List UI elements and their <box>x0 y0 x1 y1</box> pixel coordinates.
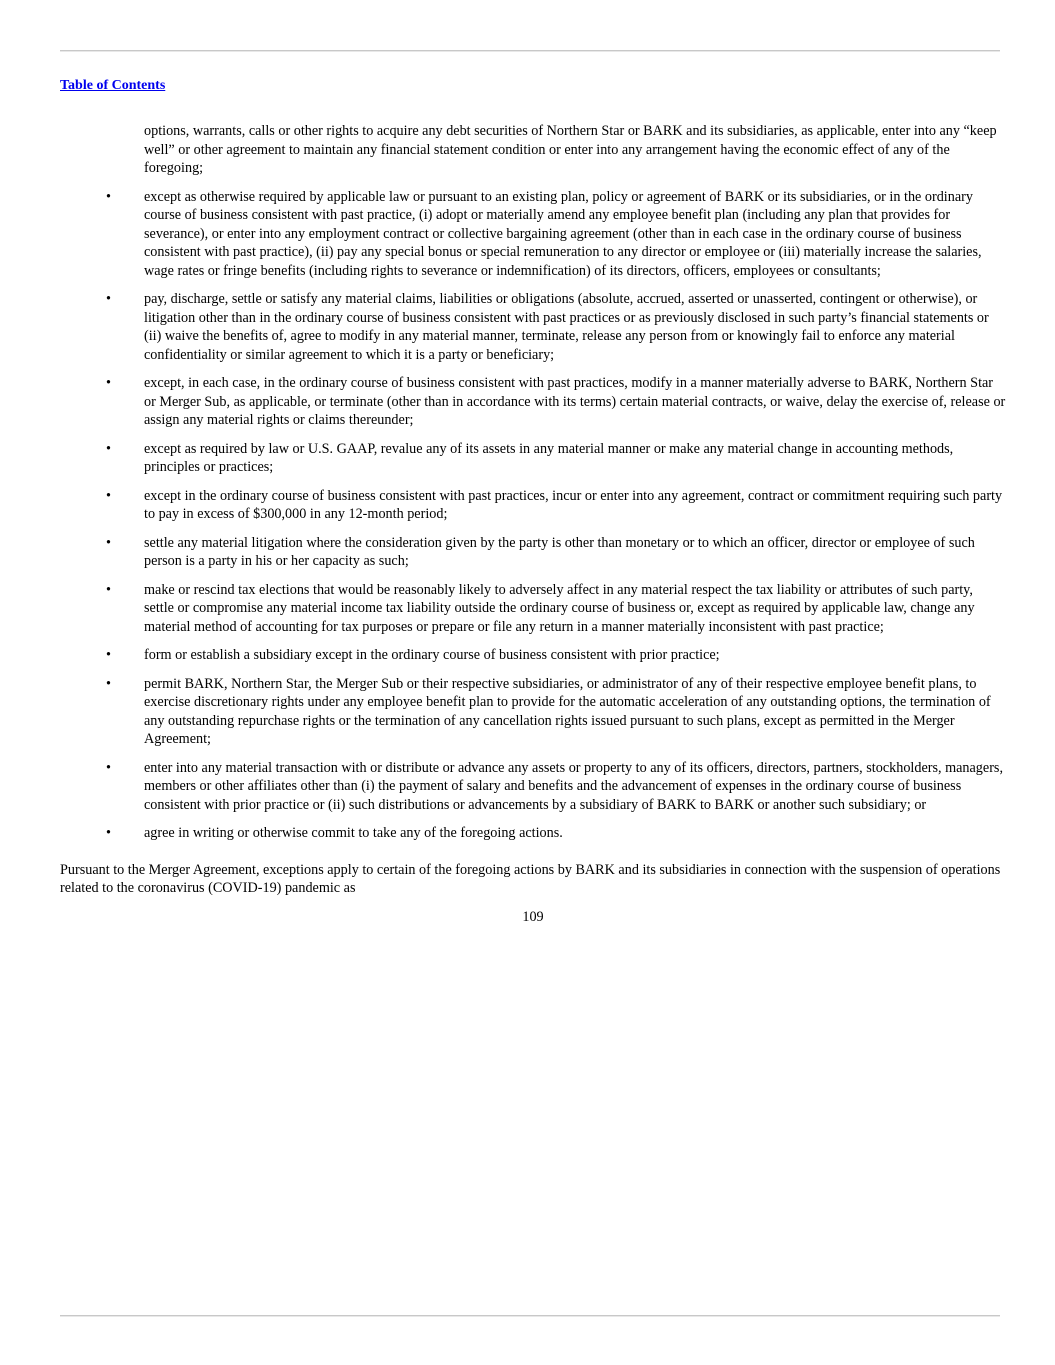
page-number: 109 <box>522 908 544 925</box>
list-item <box>60 646 1006 665</box>
bullet-icon: • <box>106 375 111 391</box>
bullet-icon: • <box>106 759 111 776</box>
top-divider <box>60 50 1000 51</box>
bullet-icon: • <box>106 825 111 841</box>
list-item-text: except as required by law or U.S. GAAP, revalue any of its assets in any material manner or make any material change in accounting methods, principles or practices; <box>144 440 954 475</box>
list-item <box>60 487 1006 524</box>
bullet-list <box>60 188 1006 843</box>
bullet-icon: • <box>106 647 111 663</box>
list-item <box>60 374 1006 430</box>
bullet-icon: • <box>106 534 111 551</box>
list-item-text: enter into any material transaction with or distribute or advance any assets or property to any of its officers, directors, partners, stockholders, managers, members or other affiliates other than (i) the payment of salary and benefits and the advancement of expenses in the ordinary course of business consistent with prior practice or (ii) such distributions or advancements by a subsidiary of BARK to BARK or another such subsidiary; or <box>144 759 1003 813</box>
document-body <box>60 122 1006 926</box>
bullet-icon: • <box>106 291 111 307</box>
list-item-text: permit BARK, Northern Star, the Merger Sub or their respective subsidiaries, or administrator of any of their respective employee benefit plans, to exercise discretionary rights under any employee benefit plan to provide for the automatic acceleration of any outstanding options, the termination of any outstanding repurchase rights or the termination of any cancellation rights issued pursuant to such plans, except as permitted in the Merger Agreement; <box>144 675 991 747</box>
list-item-text: except, in each case, in the ordinary course of business consistent with past practices, modify in a manner materially adverse to BARK, Northern Star or Merger Sub, as applicable, or terminate (other than in accordance with its terms) certain material contracts, or waive, delay the exercise of, release or assign any material rights or claims thereunder; <box>144 375 1006 428</box>
bullet-icon: • <box>106 581 111 598</box>
continuation-paragraph: options, warrants, calls or other rights to acquire any debt securities of Northern Star or BARK and its subsidiaries, as applicable, enter into any “keep well” or other agreement to maintain any financial statement condition or enter into any arrangement having the economic effect of any of the foregoing; <box>144 123 997 176</box>
list-item <box>60 188 1006 281</box>
closing-paragraph: Pursuant to the Merger Agreement, exceptions apply to certain of the foregoing actions by BARK and its subsidiaries in connection with the suspension of operations related to the coronavirus (COVID-19) pandemic as <box>60 861 1001 896</box>
list-item-text: except in the ordinary course of business consistent with past practices, incur or enter into any agreement, contract or commitment requiring such party to pay in excess of $300,000 in any 12-month period; <box>144 487 1003 522</box>
list-item <box>60 440 1006 477</box>
list-item <box>60 759 1006 815</box>
list-item-text: make or rescind tax elections that would be reasonably likely to adversely affect in any material respect the tax liability or attributes of such party, settle or compromise any material income tax liability outside the ordinary course of business or, except as required by applicable law, change any material method of accounting for tax purposes or prepare or file any return in a manner materially inconsistent with past practice; <box>144 581 975 635</box>
list-item-text: form or establish a subsidiary except in the ordinary course of business consistent with prior practice; <box>144 647 720 663</box>
list-item-text: except as otherwise required by applicable law or pursuant to an existing plan, policy or agreement of BARK or its subsidiaries, or in the ordinary course of business consistent with past practice, (i) adopt or materially amend any employee benefit plan (including any plan that provides for severance), or enter into any employment contract or collective bargaining agreement (other than in each case in the ordinary course of business consistent with past practice), (ii) pay any special bonus or special remuneration to any director or employee or (iii) materially increase the salaries, wage rates or fringe benefits (including rights to severance or indemnification) of its directors, officers, employees or consultants; <box>144 188 982 279</box>
list-item-text: agree in writing or otherwise commit to take any of the foregoing actions. <box>144 825 563 841</box>
bottom-divider <box>60 1315 1000 1316</box>
list-item <box>60 675 1006 749</box>
table-of-contents-link[interactable]: Table of Contents <box>60 78 166 93</box>
list-item-text: pay, discharge, settle or satisfy any material claims, liabilities or obligations (absolute, accrued, asserted or unasserted, contingent or otherwise), or litigation other than in the ordinary course of business consistent with past practices or as previously disclosed in such party’s financial statements or (ii) waive the benefits of, agree to modify in any material manner, terminate, release any person from or knowingly fail to enforce any material confidentiality or similar agreement to which it is a party or beneficiary; <box>144 291 989 363</box>
list-item <box>60 534 1006 571</box>
bullet-icon: • <box>106 440 111 457</box>
list-item <box>60 290 1006 364</box>
bullet-icon: • <box>106 188 111 205</box>
bullet-icon: • <box>106 675 111 692</box>
list-item <box>60 581 1006 637</box>
list-item <box>60 824 1006 843</box>
bullet-icon: • <box>106 487 111 504</box>
list-item-text: settle any material litigation where the consideration given by the party is other than monetary or to which an officer, director or employee of such person is a party in his or her capacity as such; <box>144 534 975 569</box>
